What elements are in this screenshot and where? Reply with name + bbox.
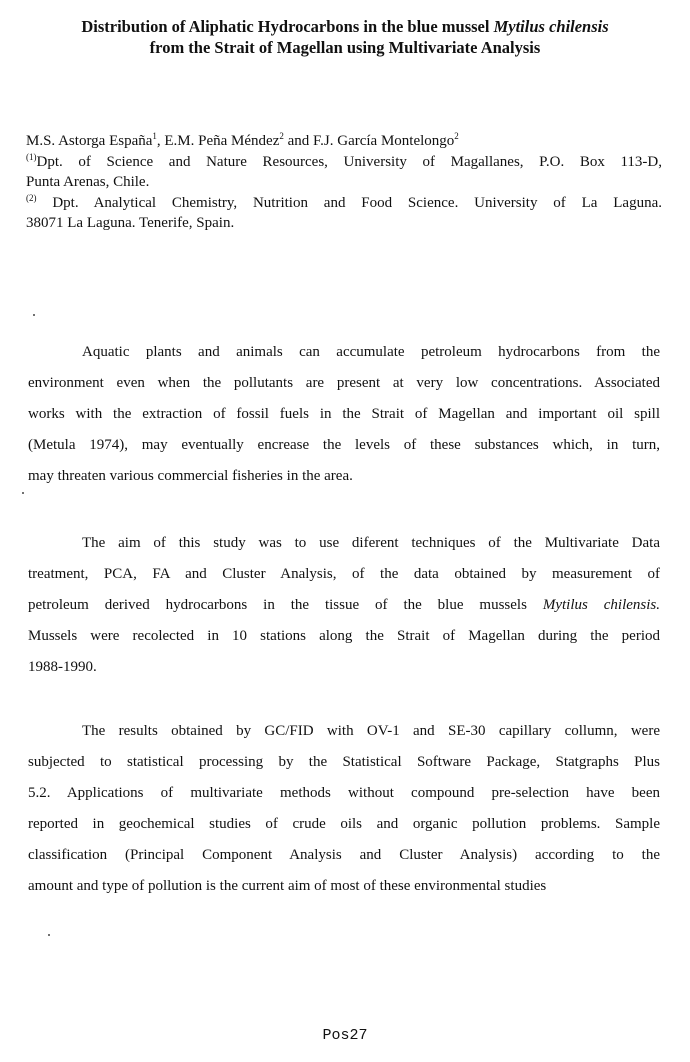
affiliation-2-line-1 (26, 193, 662, 214)
author-1-sup: 1 (152, 131, 157, 141)
scan-speck (33, 314, 35, 316)
affiliation-1-text: Dpt. of Science and Nature Resources, University of Magallanes, P.O. Box 113-D, (36, 153, 662, 170)
paragraph-2-line: 1988-1990. (28, 659, 97, 675)
paper-title-line-1 (20, 16, 670, 37)
paragraph-3 (28, 716, 660, 902)
paragraph-1-line: may threaten various commercial fisheries in the area. (28, 468, 353, 484)
paragraph-2-line (28, 590, 660, 621)
scan-speck (48, 934, 50, 936)
affiliation-1-line-1 (26, 152, 662, 173)
scan-speck (22, 492, 24, 494)
author-2-sup: 2 (279, 131, 284, 141)
paragraph-3-line: amount and type of pollution is the current aim of most of these environmental studies (28, 878, 547, 894)
paragraph-1 (28, 337, 660, 492)
paragraph-2-line: Mussels were recolected in 10 stations along the Strait of Magellan during the period (28, 628, 660, 644)
paragraph-3-line: classification (Principal Component Analysis and Cluster Analysis) according to the (28, 847, 660, 863)
affiliation-1-line-2: Punta Arenas, Chile. (26, 174, 150, 190)
author-3-sup: 2 (454, 131, 459, 141)
page-label: Pos27 (322, 1027, 368, 1044)
paragraph-3-line: reported in geochemical studies of crude oils and organic pollution problems. Sample (28, 816, 660, 832)
title-species: Mytilus chilensis (493, 17, 609, 36)
paragraph-2-line-3-text: petroleum derived hydrocarbons in the tissue of the blue mussels (28, 597, 543, 613)
affiliation-1-sup: (1) (26, 151, 37, 162)
paragraph-2-line: The aim of this study was to use diferent techniques of the Multivariate Data (82, 535, 660, 551)
authors-block (26, 131, 662, 234)
author-list (26, 131, 662, 152)
author-1: M.S. Astorga España (26, 133, 153, 149)
title-prefix: Distribution of Aliphatic Hydrocarbons in the blue mussel (81, 17, 494, 36)
paragraph-3-line: 5.2. Applications of multivariate methods without compound pre-selection have been (28, 785, 660, 801)
paragraph-3-line: subjected to statistical processing by the Statistical Software Package, Statgraphs Plus (28, 754, 660, 770)
paragraph-3-line: The results obtained by GC/FID with OV-1 and SE-30 capillary collumn, were (82, 723, 660, 739)
paragraph-2-line: treatment, PCA, FA and Cluster Analysis, of the data obtained by measurement of (28, 566, 660, 582)
paragraph-1-line: works with the extraction of fossil fuels in the Strait of Magellan and important oil spill (28, 406, 660, 422)
paragraph-2 (28, 528, 660, 683)
affiliation-2-text: Dpt. Analytical Chemistry, Nutrition and Food Science. University of La Laguna. (36, 194, 662, 211)
author-3: and F.J. García Montelongo (283, 133, 455, 149)
affiliation-2-line-2: 38071 La Laguna. Tenerife, Spain. (26, 215, 235, 231)
affiliation-2-sup: (2) (26, 192, 37, 203)
author-2: , E.M. Peña Méndez (156, 133, 280, 149)
paragraph-1-line: environment even when the pollutants are present at very low concentrations. Associated (28, 375, 660, 391)
paragraph-1-line: Aquatic plants and animals can accumulate petroleum hydrocarbons from the (82, 344, 660, 360)
species-name: Mytilus chilensis. (542, 597, 660, 613)
paragraph-1-line: (Metula 1974), may eventually encrease the levels of these substances which, in turn, (28, 437, 660, 453)
paper-title-line-2: from the Strait of Magellan using Multivariate Analysis (149, 38, 541, 57)
